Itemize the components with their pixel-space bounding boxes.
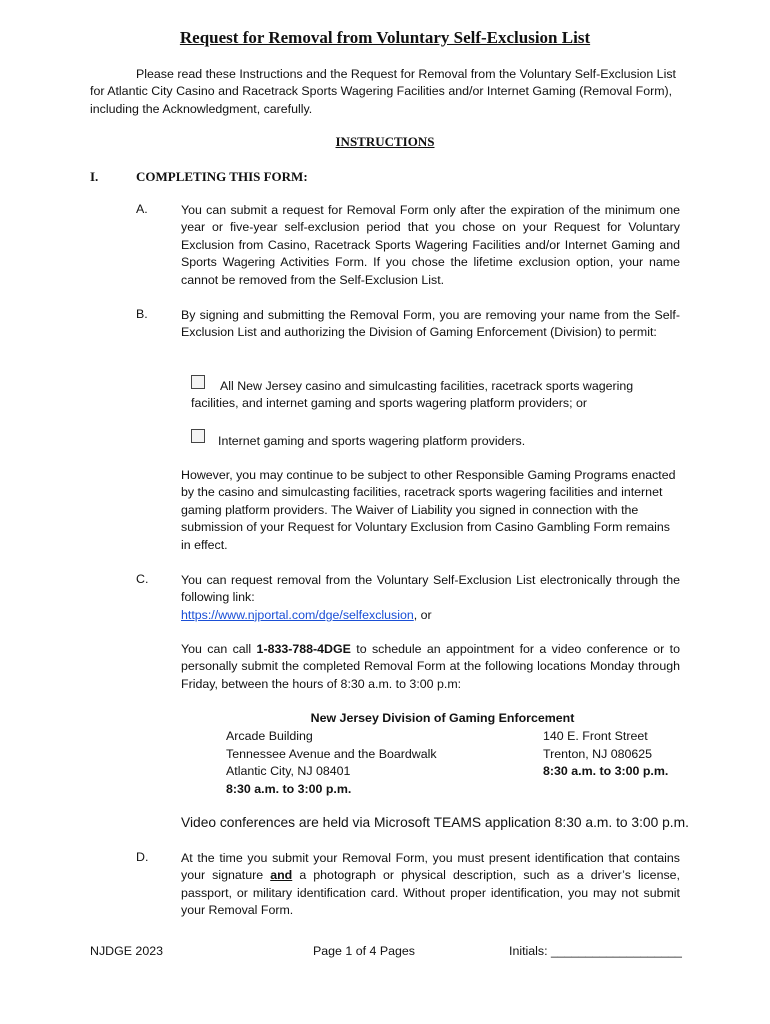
footer-form-id: NJDGE 2023 <box>90 944 164 958</box>
call-prefix: You can call <box>181 642 257 656</box>
link-suffix: , or <box>413 607 432 622</box>
atlantic-city-address <box>226 728 437 798</box>
item-c-intro: You can request removal from the Voluntary Self-Exclusion List electronically through the following link: <box>181 573 680 605</box>
footer-page-number: Page 1 of 4 Pages <box>313 944 415 958</box>
section-number: I. <box>90 169 99 184</box>
address-line: Tennessee Avenue and the Boardwalk <box>226 746 437 761</box>
footer-initials: Initials: ___________________ <box>509 944 682 958</box>
address-line: 140 E. Front Street <box>543 729 648 743</box>
call-suffix: to schedule an appointment for a video conference or to personally submit the completed Removal Form at the following locations Monday through Friday, between the hours of 8:30 a.m. to 3:00 p.m: <box>181 642 680 691</box>
office-name: New Jersey Division of Gaming Enforcement <box>310 711 575 725</box>
item-a-letter: A. <box>136 202 148 216</box>
item-d-text <box>181 850 680 920</box>
intro-paragraph: Please read these Instructions and the Request for Removal from the Voluntary Self-Exclusion List for Atlantic City Casino and Racetrack Sports Wagering Facilities and/or Internet Gaming (Removal Form), including the Acknowledgment, carefully. <box>90 67 676 116</box>
item-c-letter: C. <box>136 572 149 586</box>
instructions-heading: INSTRUCTIONS <box>335 134 435 149</box>
phone-number: 1-833-788-4DGE <box>256 642 351 656</box>
section-title: COMPLETING THIS FORM: <box>136 169 308 184</box>
item-b-however-text: However, you may continue to be subject to other Responsible Gaming Programs enacted by the casino and simulcasting facilities, racetrack sports wagering facilities and internet gaming platform providers. The Waiver of Liability you signed in connection with the submission of your Request for Voluntary Exclusion from Casino Gambling Form remains in effect. <box>181 468 676 552</box>
item-d-emphasis: and <box>270 868 293 883</box>
address-line: Arcade Building <box>226 729 313 743</box>
item-c-call-text <box>181 641 680 693</box>
option-internet-gaming-label: Internet gaming and sports wagering platform providers. <box>218 434 526 448</box>
trenton-hours: 8:30 a.m. to 3:00 p.m. <box>543 764 669 778</box>
page-title: Request for Removal from Voluntary Self-Exclusion List <box>179 28 591 47</box>
item-d-text-post: a photograph or physical description, such as a driver’s license, passport, or military identification card. Without proper identification, you may not submit your Removal Form. <box>181 868 680 918</box>
item-d-letter: D. <box>136 850 149 864</box>
item-b-letter: B. <box>136 307 148 321</box>
trenton-address <box>543 728 668 781</box>
address-line: Atlantic City, NJ 08401 <box>226 764 351 778</box>
item-c-text <box>181 572 680 624</box>
item-a-text: You can submit a request for Removal Form only after the expiration of the minimum one year or five-year self-exclusion period that you chose on your Request for Voluntary Exclusion from Casino, Racetrack Sports Wagering Facilities and/or Internet Gaming and Sports Wagering Activities Form. If you chose the lifetime exclusion option, your name cannot be removed from the Self-Exclusion List. <box>181 203 680 287</box>
atlantic-city-hours: 8:30 a.m. to 3:00 p.m. <box>226 781 352 796</box>
self-exclusion-link[interactable]: https://www.njportal.com/dge/selfexclusion <box>181 607 414 622</box>
address-line: Trenton, NJ 080625 <box>543 746 653 761</box>
option-internet-gaming-checkbox[interactable] <box>191 429 205 443</box>
option-all-facilities-label: All New Jersey casino and simulcasting facilities, racetrack sports wagering facilities, and internet gaming and sports wagering platform providers; or <box>191 379 634 411</box>
item-d-text-pre: At the time you submit your Removal Form, you must present identification that contains your signature <box>181 851 680 883</box>
video-conference-note: Video conferences are held via Microsoft TEAMS application 8:30 a.m. to 3:00 p.m. <box>181 815 689 830</box>
item-b-text: By signing and submitting the Removal Form, you are removing your name from the Self-Exclusion List and authorizing the Division of Gaming Enforcement (Division) to permit: <box>181 308 680 340</box>
